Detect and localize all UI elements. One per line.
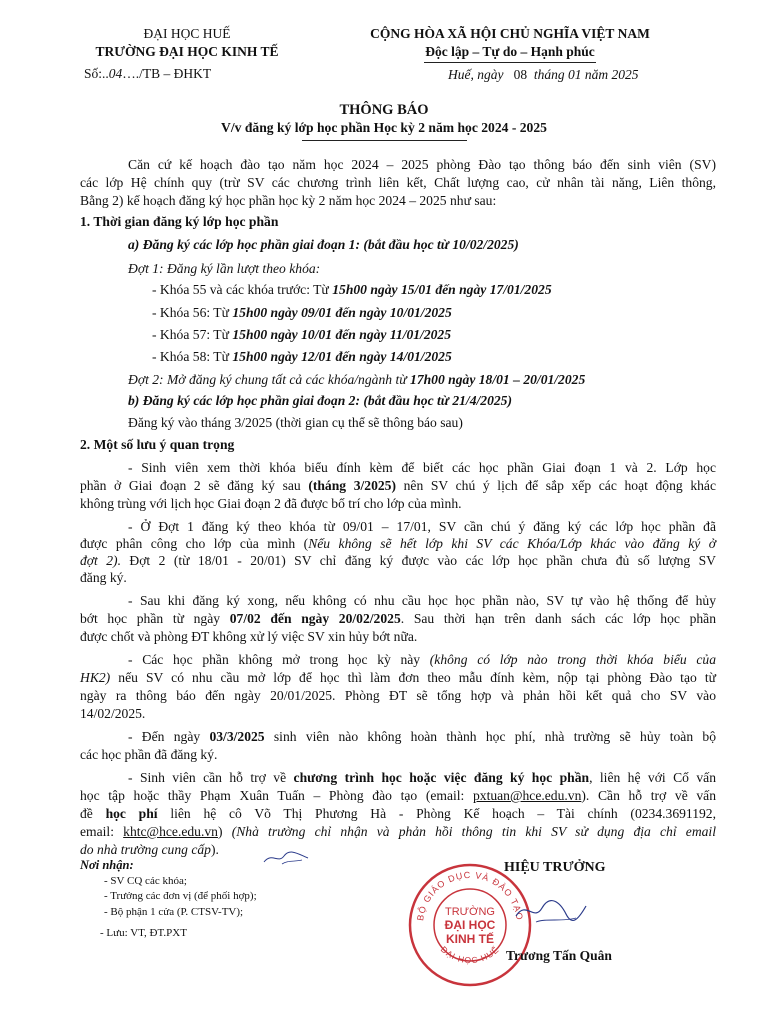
- email-link-khtc[interactable]: khtc@hce.edu.vn: [123, 824, 218, 839]
- khoa-58-label: - Khóa 58: Từ: [152, 349, 233, 364]
- khoa-56-time: 15h00 ngày 09/01 đến ngày 10/01/2025: [232, 305, 452, 320]
- recipients-title: Nơi nhận:: [80, 858, 134, 872]
- dot1-title: Đợt 1: Đăng ký lần lượt theo khóa:: [128, 261, 321, 276]
- note4-line-2: [80, 669, 716, 686]
- note4-text-a: - Các học phần không mở trong học kỳ này: [128, 652, 430, 667]
- note6-text-k: (Nhà trường chỉ nhận và phản hồi thông tin khi SV sử dụng địa chỉ email: [231, 824, 716, 839]
- note2-text-c: đợt 2).: [80, 553, 121, 568]
- email-link-pxtuan[interactable]: pxtuan@hce.edu.vn: [472, 788, 582, 803]
- note6-text-i: email:: [80, 824, 124, 839]
- note6-text-m: ).: [210, 842, 219, 857]
- stamp-inner-1: TRƯỜNG: [445, 906, 495, 918]
- note1-line-3: không trùng với lịch học Giai đoạn 2 đã được bố trí cho lớp của mình.: [80, 496, 462, 511]
- khoa-55-time: 15h00 ngày 15/01 đến ngày 17/01/2025: [332, 282, 552, 297]
- section1-a-title: a) Đăng ký các lớp học phần giai đoạn 1: (bắt đầu học từ 10/02/2025): [128, 237, 519, 252]
- recipient-3: - Bộ phận 1 cửa (P. CTSV-TV);: [104, 906, 244, 918]
- note6-text-h: liên hệ cô Võ Thị Phương Hà - Phòng Kế hoạch – Tài chính (0234.3691192,: [157, 806, 716, 821]
- recipient-archive: - Lưu: VT, ĐT.PXT: [100, 927, 187, 939]
- note6-text-e: ). Cần hỗ trợ về vấn: [581, 788, 716, 803]
- dot2-text: Đợt 2: Mở đăng ký chung tất cả các khóa/ngành từ: [128, 372, 411, 387]
- note2-line-1: - Ở Đợt 1 đăng ký theo khóa từ 09/01 – 17/01, SV cần chú ý đăng ký các lớp học phần đã: [128, 519, 716, 534]
- note1-text-b: (tháng 3/2025): [308, 478, 396, 493]
- intro-line-2: các lớp Hệ chính quy (trừ SV các chương trình liên kết, Chất lượng cao, cử nhân tài năng, Liên thông,: [80, 175, 716, 190]
- intro-line-1: Căn cứ kế hoạch đào tạo năm học 2024 – 2025 phòng Đào tạo thông báo đến sinh viên (SV): [128, 157, 716, 172]
- national-motto: Độc lập – Tự do – Hạnh phúc: [425, 44, 595, 59]
- note4-line-1: [128, 651, 716, 668]
- note6-line-2: [80, 787, 716, 804]
- note6-text-g: học phí: [105, 806, 158, 821]
- note1-text-c: nên SV chú ý lịch để sắp xếp các hoạt động khác: [396, 478, 716, 493]
- notice-heading: THÔNG BÁO: [339, 102, 429, 118]
- svg-text:ĐẠI HỌC HUẾ: [439, 944, 501, 965]
- issue-date: [448, 66, 638, 83]
- note6-text-d: học tập hoặc thầy Phạm Xuân Tuấn – Phòng đào tạo (email:: [80, 788, 473, 803]
- date-suffix: tháng 01 năm 2025: [533, 67, 639, 82]
- note2-text-b: Nếu không sẽ hết lớp khi SV các Khóa/Lớp khác vào đăng ký ở: [308, 536, 717, 551]
- stamp-ring-text: BỘ GIÁO DỤC VÀ ĐÀO TẠO: [415, 869, 525, 922]
- stamp-ring-bottom: ĐẠI HỌC HUẾ: [438, 944, 502, 966]
- note2-line-4: đăng ký.: [80, 570, 127, 585]
- khoa-57-row: [152, 326, 768, 343]
- khoa-56-row: [152, 304, 768, 321]
- khoa-57-label: - Khóa 57: Từ: [152, 327, 233, 342]
- dot2-row: [128, 371, 764, 388]
- note6-line-4: [80, 823, 716, 840]
- motto-underline: [424, 62, 596, 63]
- signer-role: HIỆU TRƯỞNG: [504, 860, 606, 875]
- note4-line-4: 14/02/2025.: [80, 706, 146, 721]
- note6-text-a: - Sinh viên cần hỗ trợ về: [128, 770, 294, 785]
- dot2-time: 17h00 ngày 18/01 – 20/01/2025: [410, 372, 586, 387]
- note6-text-l: do nhà trường cung cấp: [80, 842, 211, 857]
- stamp-inner-2: ĐẠI HỌC: [444, 918, 496, 932]
- intro-line-3: Bằng 2) kế hoạch đăng ký học phần học kỳ 2 năm học 2024 – 2025 như sau:: [80, 193, 497, 208]
- khoa-55-label: - Khóa 55 và các khóa trước: Từ: [152, 282, 333, 297]
- note2-text-d: Đợt 2 (từ 18/01 - 20/01) SV chỉ đăng ký được vào các lớp học phần chưa đủ số lượng SV: [120, 553, 716, 568]
- note3-text-c: . Sau thời hạn trên danh sách các lớp học phần: [400, 611, 717, 626]
- notice-subject: V/v đăng ký lớp học phần Học kỳ 2 năm học 2024 - 2025: [221, 120, 547, 135]
- note6-text-j: ): [217, 824, 232, 839]
- note5-text-a: - Đến ngày: [128, 729, 210, 744]
- note4-text-b: (không có lớp nào trong thời khóa biểu của: [429, 652, 716, 667]
- note2-line-3: [80, 552, 716, 569]
- note4-text-d: nếu SV có nhu cầu mở lớp để học thì làm đơn theo mẫu đính kèm, nộp tại phòng Đào tạo từ: [110, 670, 716, 685]
- note6-line-3: [80, 805, 716, 822]
- khoa-58-row: [152, 348, 768, 365]
- subject-underline: [302, 140, 467, 141]
- handwritten-signature-icon: [512, 892, 592, 932]
- note4-text-c: HK2): [80, 670, 111, 685]
- note2-text-a: được phân công cho lớp của mình (: [80, 536, 309, 551]
- note2-line-2: [80, 535, 716, 552]
- section1-title: 1. Thời gian đăng ký lớp học phần: [80, 214, 279, 229]
- note6-text-f: đề: [80, 806, 106, 821]
- note1-text-a: phần ở Giai đoạn 2 sẽ đăng ký sau: [80, 478, 309, 493]
- stamp-inner-3: KINH TẾ: [446, 932, 494, 946]
- note5-text-c: sinh viên nào không hoàn thành học phí, nhà trường sẽ hủy toàn bộ: [264, 729, 717, 744]
- note5-line-1: [128, 728, 716, 745]
- signer-name: Trương Tấn Quân: [506, 948, 612, 963]
- note6-line-5: [80, 841, 716, 858]
- issuer-school: TRƯỜNG ĐẠI HỌC KINH TẾ: [95, 44, 279, 59]
- date-prefix: Huế, ngày: [448, 67, 504, 82]
- note3-line-3: được chốt và phòng ĐT không xử lý việc SV xin hủy bớt nữa.: [80, 629, 418, 644]
- note6-text-c: , liên hệ với Cố vấn: [589, 770, 716, 785]
- country-name: CỘNG HÒA XÃ HỘI CHỦ NGHĨA VIỆT NAM: [370, 26, 650, 41]
- note6-text-b: chương trình học hoặc việc đăng ký học phần: [293, 770, 590, 785]
- doc-number-prefix: Số:..: [84, 66, 109, 81]
- recipient-2: - Trưởng các đơn vị (để phối hợp);: [104, 890, 257, 902]
- section1-b-title: b) Đăng ký các lớp học phần giai đoạn 2: (bắt đầu học từ 21/4/2025): [128, 393, 512, 408]
- note5-text-b: 03/3/2025: [209, 729, 265, 744]
- note4-line-3: ngày ra thông báo đến ngày 20/01/2025. Phòng ĐT sẽ tổng hợp và phản hồi kết quả cho SV vào: [80, 688, 716, 703]
- section2-title: 2. Một số lưu ý quan trọng: [80, 437, 235, 452]
- khoa-58-time: 15h00 ngày 12/01 đến ngày 14/01/2025: [232, 349, 452, 364]
- note3-text-a: bớt học phần từ ngày: [80, 611, 230, 626]
- initial-mark-icon: [262, 848, 312, 868]
- note1-line-1: - Sinh viên xem thời khóa biểu đính kèm để biết các học phần Giai đoạn 1 và 2. Lớp học: [128, 460, 716, 475]
- note1-line-2: [80, 477, 716, 494]
- note5-line-2: các học phần đã đăng ký.: [80, 747, 218, 762]
- issuer-org: ĐẠI HỌC HUẾ: [143, 26, 231, 41]
- khoa-55-row: [152, 281, 768, 298]
- document-number: [84, 65, 211, 82]
- khoa-56-label: - Khóa 56: Từ: [152, 305, 233, 320]
- doc-number-suffix: …./TB – ĐHKT: [122, 66, 212, 81]
- date-day: 08: [513, 67, 528, 82]
- section1-b-text: Đăng ký vào tháng 3/2025 (thời gian cụ thể sẽ thông báo sau): [128, 415, 463, 430]
- recipient-1: - SV CQ các khóa;: [104, 875, 187, 887]
- note6-line-1: [128, 769, 716, 786]
- note3-line-2: [80, 610, 716, 627]
- note3-line-1: - Sau khi đăng ký xong, nếu không có nhu cầu học học phần nào, SV tự vào hệ thống để hủy: [128, 593, 716, 608]
- note3-text-b: 07/02 đến ngày 20/02/2025: [229, 611, 401, 626]
- doc-number-value: 04: [108, 66, 123, 81]
- khoa-57-time: 15h00 ngày 10/01 đến ngày 11/01/2025: [232, 327, 452, 342]
